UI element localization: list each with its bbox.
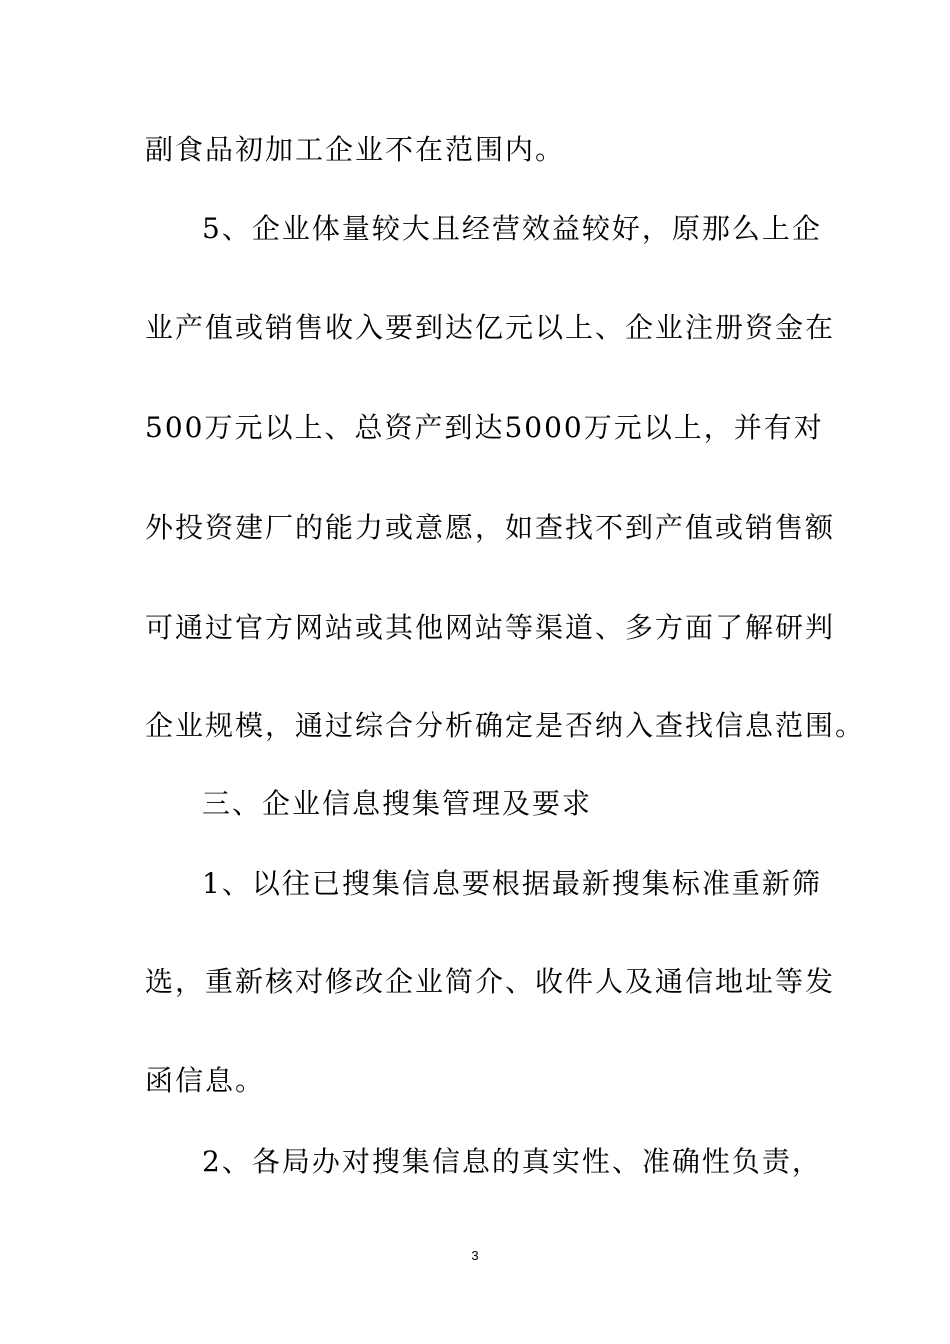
text-line: 企业规模，通过综合分析确定是否纳入查找信息范围。 <box>145 709 866 742</box>
paragraph-start-line: 5、企业体量较大且经营效益较好，原那么上企 <box>202 212 822 245</box>
paragraph-start-line: 1、以往已搜集信息要根据最新搜集标准重新筛 <box>202 867 822 900</box>
text-line: 选，重新核对修改企业简介、收件人及通信地址等发 <box>145 965 836 998</box>
section-heading: 三、企业信息搜集管理及要求 <box>202 787 593 820</box>
page-number: 3 <box>471 1248 479 1263</box>
text-line: 副食品初加工企业不在范围内。 <box>145 133 566 166</box>
text-line: 可通过官方网站或其他网站等渠道、多方面了解研判 <box>145 611 836 644</box>
paragraph-start-line: 2、各局办对搜集信息的真实性、准确性负责， <box>202 1145 822 1178</box>
text-line: 外投资建厂的能力或意愿，如查找不到产值或销售额 <box>145 511 836 544</box>
text-line: 函信息。 <box>145 1064 266 1097</box>
text-line: 500万元以上、总资产到达5000万元以上，并有对 <box>145 411 824 444</box>
text-line: 业产值或销售收入要到达亿元以上、企业注册资金在 <box>145 311 836 344</box>
